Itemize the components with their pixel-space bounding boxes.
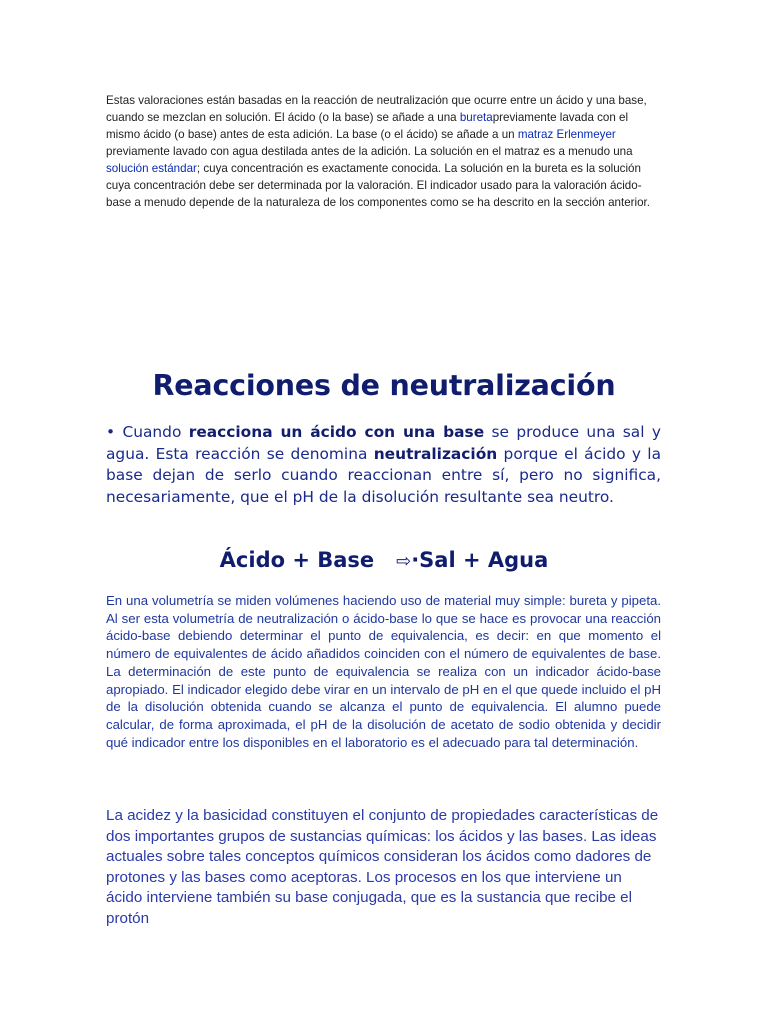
page-title: Reacciones de neutralización	[152, 369, 616, 402]
intro-text-2: previamente lavada con el mismo ácido (o base) antes de esta adición. La base (o el ácido) se añade a un	[106, 111, 629, 141]
intro-text-4: ; cuya concentración es exactamente conocida. La solución en la bureta es la solución cuya concentración debe ser determinada por la valoración. El indicador usado para la valoración ácido-base a menudo depende de la naturaleza de los componentes como se ha descrito en la sección anterior.	[106, 162, 650, 209]
definition-bold-1: reacciona un ácido con una base	[188, 423, 485, 441]
intro-text-1: Estas valoraciones están basadas en la reacción de neutralización que ocurre entre un ácido y una base, cuando se mezclan en solución. El ácido (o la base) se añade a una	[106, 94, 647, 124]
intro-paragraph	[106, 92, 664, 211]
definition-bold-2: neutralización	[373, 444, 498, 463]
link-bureta[interactable]: bureta	[459, 111, 493, 124]
definition-text-2: se produce una sal y agua. Esta reacción se denomina	[106, 423, 661, 463]
link-matraz-erlenmeyer[interactable]: matraz Erlenmeyer	[517, 128, 616, 141]
equation-right: ·Sal + Agua	[411, 548, 549, 572]
definition-text-3: porque el ácido y la base dejan de serlo cuando reaccionan entre sí, pero no significa, necesariamente, que el pH de la disolución resultante sea neutro.	[106, 444, 661, 506]
equation-left: Ácido + Base	[219, 548, 375, 572]
acidez-paragraph: La acidez y la basicidad constituyen el conjunto de propiedades características de dos importantes grupos de sustancias químicas: los ácidos y las bases. Las ideas actuales sobre tales conceptos químicos consideran los ácidos como dadores de protones y las bases como aceptoras. Los procesos en los que interviene un ácido interviene también su base conjugada, que es la sustancia que recibe el protón	[106, 807, 659, 927]
link-solucion-estandar[interactable]: solución estándar	[106, 162, 197, 175]
definition-paragraph	[106, 422, 661, 508]
volumetria-paragraph: En una volumetría se miden volúmenes haciendo uso de material muy simple: bureta y pipeta. Al ser esta volumetría de neutralización o ácido-base lo que se hace es provocar una reacción ácido-base debiendo determinar el punto de equivalencia, es decir: en que momento el número de equivalentes de ácido añadidos coinciden con el número de equivalentes de base. La determinación de este punto de equivalencia se realiza con un indicador ácido-base apropiado. El indicador elegido debe virar en un intervalo de pH en el que quede incluido el pH de la disolución obtenida cuando se alcanza el punto de equivalencia. El alumno puede calcular, de forma aproximada, el pH de la disolución de acetato de sodio obtenida y decidir qué indicador entre los disponibles en el laboratorio es el adecuado para tal determinación.	[106, 593, 661, 750]
intro-text-3: previamente lavado con agua destilada antes de la adición. La solución en el matraz es a menudo una	[106, 145, 633, 158]
bullet: •	[106, 423, 116, 441]
reaction-equation	[0, 543, 768, 579]
definition-text-1: Cuando	[122, 423, 189, 441]
arrow-right-icon: ⇨	[396, 551, 412, 572]
